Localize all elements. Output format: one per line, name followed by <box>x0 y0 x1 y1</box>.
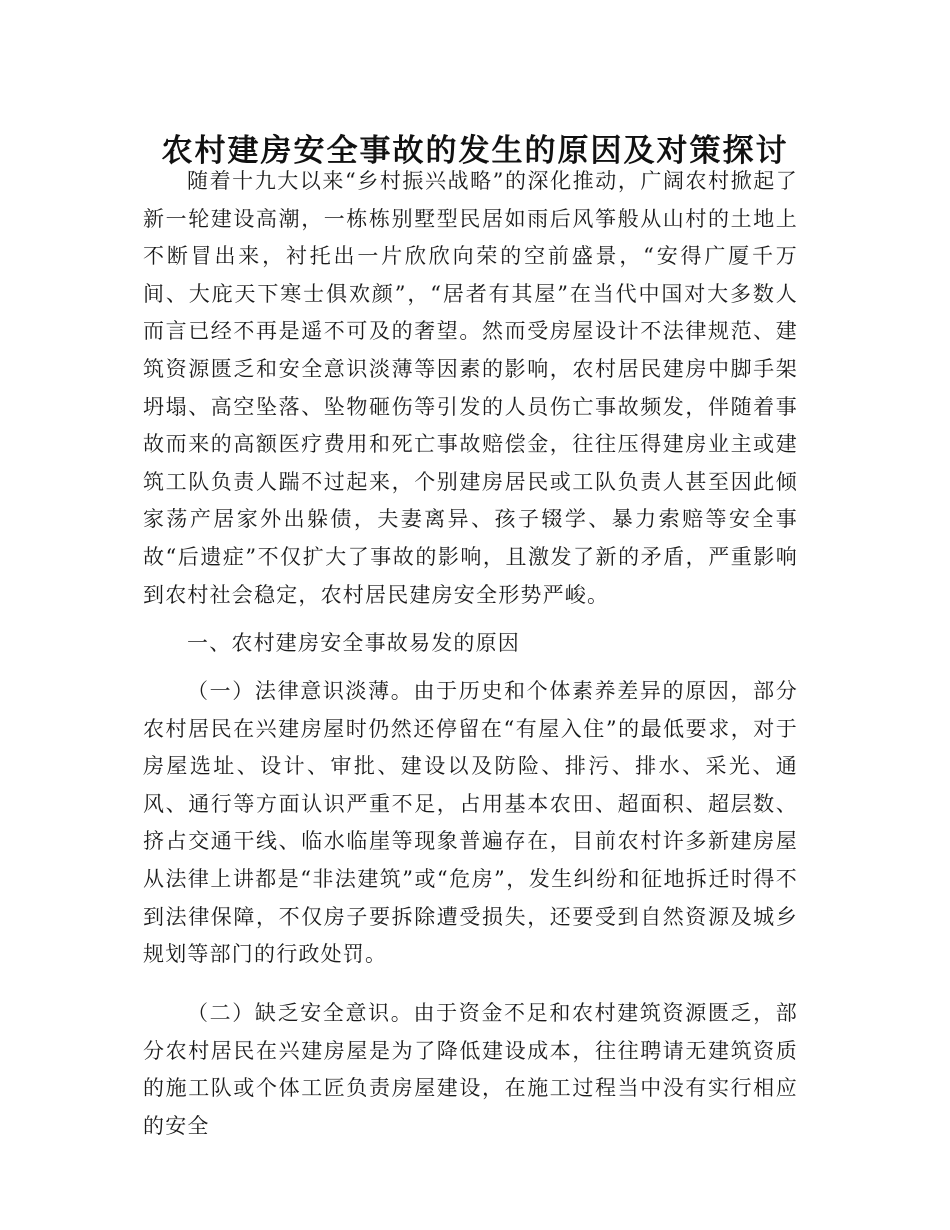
paragraph-legal-awareness: （一）法律意识淡薄。由于历史和个体素养差异的原因，部分农村居民在兴建房屋时仍然还停留在“有屋入住”的最低要求，对于房屋选址、设计、审批、建设以及防险、排污、排水、采光、通风、通行等方面认识严重不足，占用基本农田、超面积、超层数、挤占交通干线、临水临崖等现象普遍存在，目前农村许多新建房屋从法律上讲都是“非法建筑”或“危房”，发生纠纷和征地拆迁时得不到法律保障，不仅房子要拆除遭受损失，还要受到自然资源及城乡规划等部门的行政处罚。 <box>143 679 798 967</box>
paragraph-intro: 随着十九大以来“乡村振兴战略”的深化推动，广阔农村掀起了新一轮建设高潮，一栋栋别墅型民居如雨后风筝般从山村的土地上不断冒出来，衬托出一片欣欣向荣的空前盛景，“安得广厦千万间、大庇天下寒士俱欢颜”，“居者有其屋”在当代中国对大多数人而言已经不再是遥不可及的奢望。然而受房屋设计不法律规范、建筑资源匮乏和安全意识淡薄等因素的影响，农村居民建房中脚手架坍塌、高空坠落、坠物砸伤等引发的人员伤亡事故频发，伴随着事故而来的高额医疗费用和死亡事故赔偿金，往往压得建房业主或建筑工队负责人踹不过起来，个别建房居民或工队负责人甚至因此倾家荡产居家外出躲债，夫妻离异、孩子辍学、暴力索赔等安全事故“后遗症”不仅扩大了事故的影响，且激发了新的矛盾，严重影响到农村社会稳定，农村居民建房安全形势严峻。 <box>143 169 798 607</box>
section-heading: 一、农村建房安全事故易发的原因 <box>187 631 520 655</box>
paragraph-safety-awareness: （二）缺乏安全意识。由于资金不足和农村建筑资源匮乏，部分农村居民在兴建房屋是为了降低建设成本，往往聘请无建筑资质的施工队或个体工匠负责房屋建设，在施工过程当中没有实行相应的安全 <box>143 1001 798 1138</box>
document-title: 农村建房安全事故的发生的原因及对策探讨 <box>161 132 789 169</box>
